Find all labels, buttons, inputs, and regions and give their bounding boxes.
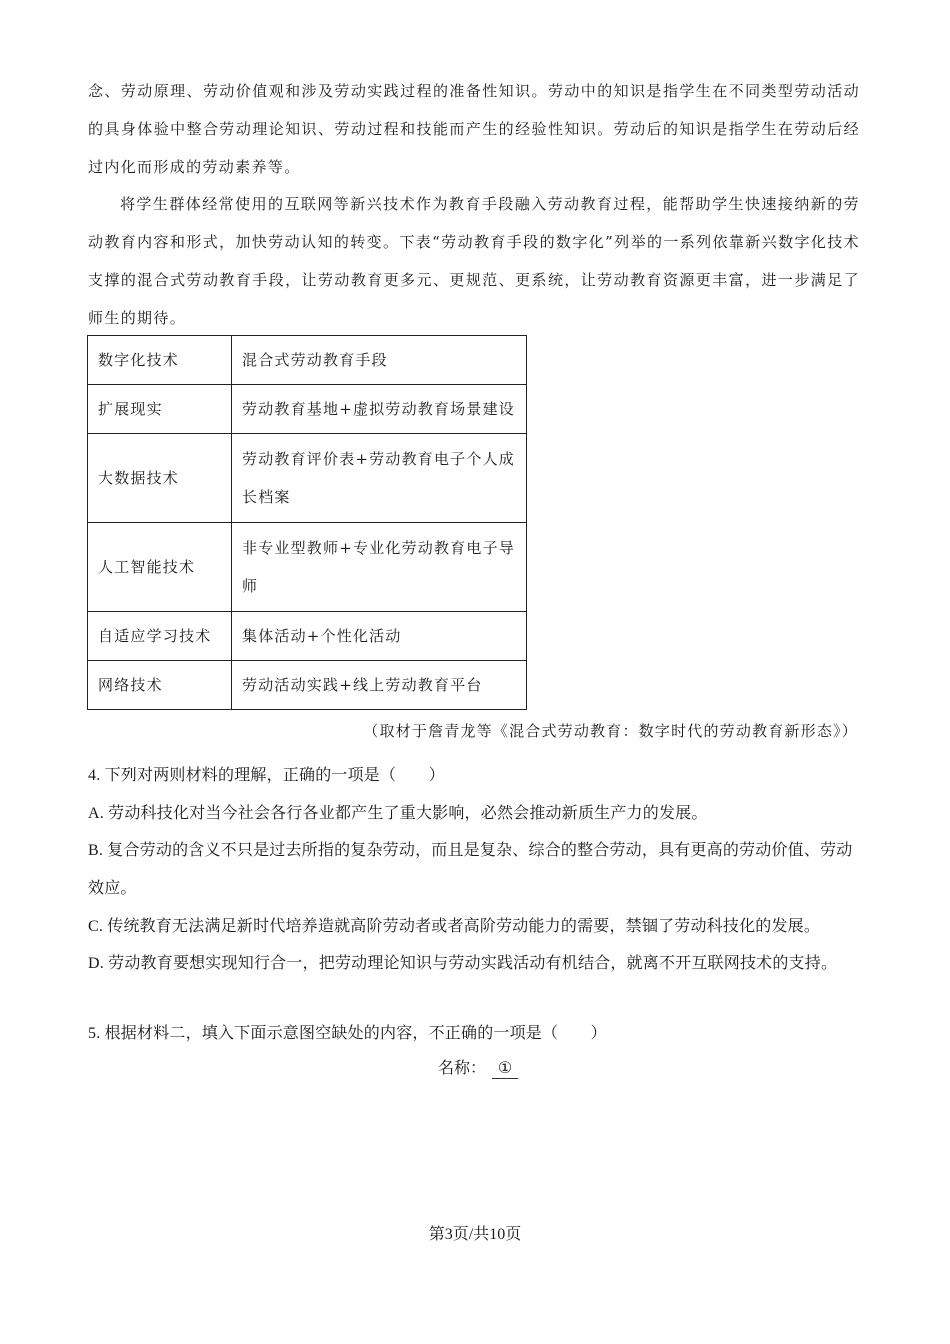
table-cell-method: 劳动教育基地+虚拟劳动教育场景建设 <box>232 385 527 434</box>
table-row <box>88 385 527 434</box>
question-4-option-d: D. 劳动教育要想实现知行合一，把劳动理论知识与劳动实践活动有机结合，就离不开互联网技术的支持。 <box>88 955 838 972</box>
table-row <box>88 523 527 612</box>
question-4-option-c: C. 传统教育无法满足新时代培养造就高阶劳动者或者高阶劳动能力的需要，禁锢了劳动科技化的发展。 <box>88 918 821 935</box>
paragraph-digital-tech: 将学生群体经常使用的互联网等新兴技术作为教育手段融入劳动教育过程，能帮助学生快速接纳新的劳动教育内容和形式，加快劳动认知的转变。下表“劳动教育手段的数字化”列举的一系列依靠新兴数字化技术支撑的混合式劳动教育手段，让劳动教育更多元、更规范、更系统，让劳动教育资源更丰富，进一步满足了师生的期待。 <box>88 195 860 327</box>
table-cell-technology: 自适应学习技术 <box>88 612 232 661</box>
diagram-label-text: 名称： <box>438 1060 487 1077</box>
table-cell-technology: 网络技术 <box>88 661 232 710</box>
table-cell-method: 集体活动+个性化活动 <box>232 612 527 661</box>
paragraph-knowledge-types: 念、劳动原理、劳动价值观和涉及劳动实践过程的准备性知识。劳动中的知识是指学生在不同类型劳动活动的具身体验中整合劳动理论知识、劳动过程和技能而产生的经验性知识。劳动后的知识是指学生在劳动后经过内化而形成的劳动素养等。 <box>88 82 860 176</box>
table-cell-method: 劳动教育评价表+劳动教育电子个人成长档案 <box>232 434 527 523</box>
question-5-stem: 5. 根据材料二，填入下面示意图空缺处的内容，不正确的一项是（ ） <box>88 1025 607 1042</box>
page-footer: 第3页/共10页 <box>428 1226 522 1243</box>
question-4-option-b: B. 复合劳动的含义不只是过去所指的复杂劳动，而且是复杂、综合的整合劳动，具有更高的劳动价值、劳动效应。 <box>88 842 853 897</box>
table-cell-technology: 扩展现实 <box>88 385 232 434</box>
source-citation: （取材于詹青龙等《混合式劳动教育：数字时代的劳动教育新形态》） <box>363 722 858 740</box>
table-header-cell: 混合式劳动教育手段 <box>232 336 527 385</box>
table-row <box>88 434 527 523</box>
question-4-option-a: A. 劳动科技化对当今社会各行各业都产生了重大影响，必然会推动新质生产力的发展。 <box>88 805 708 822</box>
table-row <box>88 612 527 661</box>
diagram-blank-1: ① <box>492 1060 518 1079</box>
table-cell-method: 劳动活动实践+线上劳动教育平台 <box>232 661 527 710</box>
question-4-stem: 4. 下列对两则材料的理解，正确的一项是（ ） <box>88 767 445 784</box>
digital-education-table <box>87 335 527 710</box>
diagram-name-label <box>438 1054 518 1084</box>
table-cell-technology: 大数据技术 <box>88 434 232 523</box>
table-cell-technology: 人工智能技术 <box>88 523 232 612</box>
table-header-cell: 数字化技术 <box>88 336 232 385</box>
table-header-row <box>88 336 527 385</box>
table-row <box>88 661 527 710</box>
table-cell-method: 非专业型教师+专业化劳动教育电子导师 <box>232 523 527 612</box>
